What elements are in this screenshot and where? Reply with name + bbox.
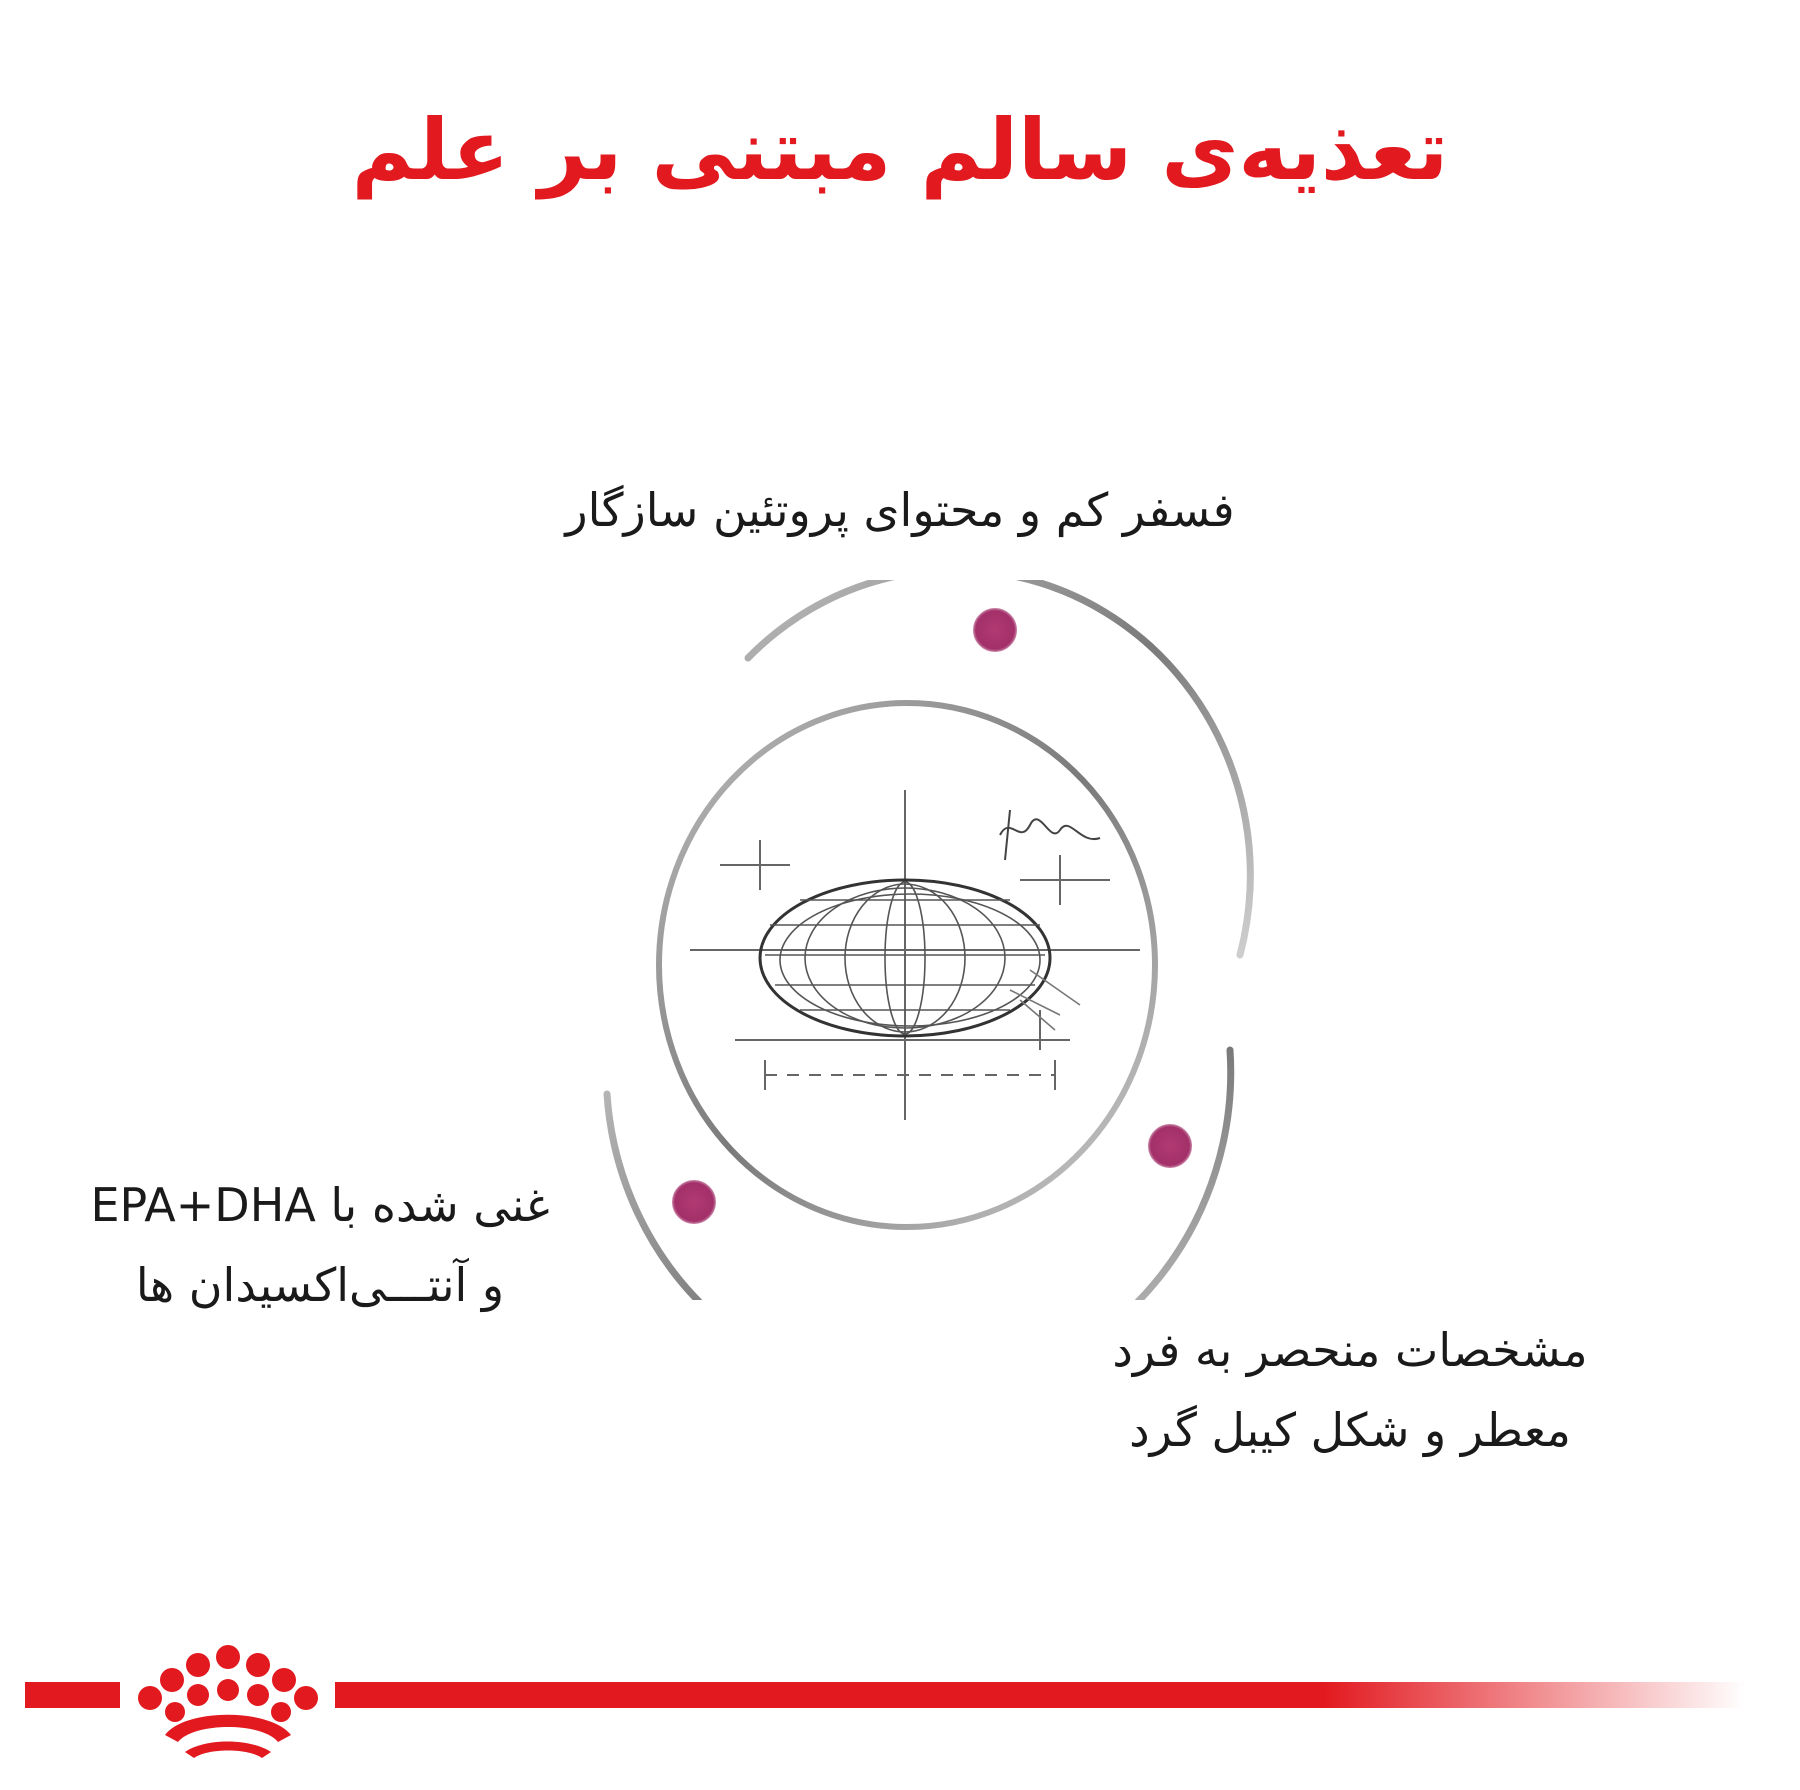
footer-brand-bar — [0, 1620, 1800, 1760]
kibble-sketch-graphic — [560, 580, 1260, 1300]
feature-epa-dha-line2: و آنتـــی‌اکسیدان ها — [135, 1258, 505, 1312]
accent-dot-top — [971, 606, 1019, 654]
feature-kibble-shape — [1070, 1310, 1630, 1470]
accent-dot-right — [1146, 1122, 1194, 1170]
feature-kibble-shape-line1: مشخصات منحصر به فرد — [1112, 1323, 1588, 1377]
royal-canin-crown-logo — [138, 1645, 318, 1758]
accent-dot-left — [670, 1178, 718, 1226]
brand-bar-right — [335, 1682, 1745, 1708]
feature-phosphorus-protein-text: فسفر کم و محتوای پروتئین سازگار — [565, 483, 1235, 537]
feature-epa-dha — [40, 1165, 600, 1325]
inner-ring — [659, 703, 1155, 1227]
feature-kibble-shape-line2: معطر و شکل کیبل گرد — [1129, 1403, 1571, 1457]
page-title: تعذیه‌ی سالم مبتنی بر علم — [351, 101, 1449, 199]
feature-epa-dha-line1: غنی شده با EPA+DHA — [90, 1178, 550, 1232]
kibble-sketch-icon — [690, 790, 1140, 1120]
feature-phosphorus-protein — [500, 470, 1300, 550]
brand-bar-left — [25, 1682, 120, 1708]
